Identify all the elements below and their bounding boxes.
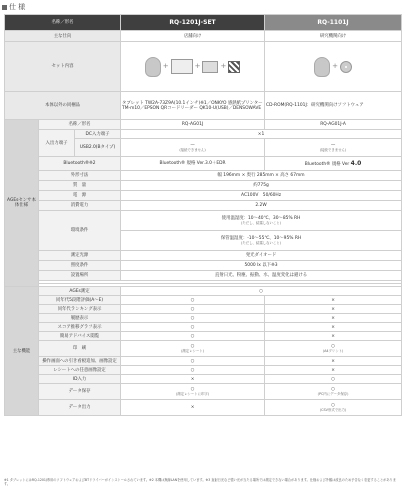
header-name: 名称／形名 bbox=[5, 15, 121, 31]
feature-j: × bbox=[265, 314, 402, 323]
illum-label: 照度条件 bbox=[39, 261, 121, 271]
feature-j-mark: ○ bbox=[331, 387, 335, 392]
light-row bbox=[5, 251, 402, 261]
feature-j-mark: ○ bbox=[331, 344, 335, 349]
title-square-icon bbox=[2, 5, 7, 10]
feature-set-note: (測定レシートに印字) bbox=[175, 392, 210, 396]
feature-label: スコア推移グラフ表示 bbox=[39, 323, 121, 332]
use-set: 店舗向け bbox=[121, 31, 265, 42]
weight-value: 約775g bbox=[121, 181, 402, 191]
feature-row bbox=[5, 332, 402, 341]
feature-label: 同年代5段階評価(A～E) bbox=[39, 296, 121, 305]
io-label: 入出力端子 bbox=[39, 130, 75, 157]
feature-set bbox=[121, 384, 265, 400]
place-value: 直射日光、粉塵、振動、水、温度変化は避ける bbox=[121, 271, 402, 281]
dc-row bbox=[5, 130, 402, 139]
bt-row bbox=[5, 157, 402, 171]
feature-row bbox=[5, 400, 402, 416]
feature-set-mark: ○ bbox=[190, 387, 195, 392]
env-store-note: (ただし、結露しないこと) bbox=[241, 241, 281, 245]
feature-row bbox=[5, 287, 402, 296]
contents-label: セット内容 bbox=[5, 42, 121, 92]
model-label: 名称／形名 bbox=[39, 120, 121, 130]
usb-label: USB2.0(Bタイプ) bbox=[75, 139, 121, 157]
usb-set-note: (接続できません) bbox=[179, 148, 206, 152]
feature-set: × bbox=[121, 400, 265, 416]
spec-table bbox=[4, 14, 402, 416]
usb-j-note: (接続できません) bbox=[319, 148, 347, 152]
dims-value: 幅 196mm × 奥行 285mm × 高さ 67mm bbox=[121, 171, 402, 181]
dc-label: DC入力端子 bbox=[75, 130, 121, 139]
tablet-image bbox=[171, 59, 193, 74]
feature-j-note: (A4プリント) bbox=[322, 349, 344, 353]
consumption-row bbox=[5, 201, 402, 211]
feature-row bbox=[5, 323, 402, 332]
plus-icon: + bbox=[332, 62, 338, 70]
illum-row bbox=[5, 261, 402, 271]
feature-set: ○ bbox=[121, 296, 265, 305]
bt-j-prefix: Bluetooth® 規格 Ver bbox=[304, 161, 350, 167]
bundled-j: CD-ROM(RQ-1101J：研究機関向けソフトウェア bbox=[265, 92, 402, 120]
feature-row bbox=[5, 384, 402, 400]
env-label: 環境条件 bbox=[39, 211, 121, 251]
env-use-note: (ただし、結露しないこと) bbox=[241, 221, 281, 225]
feature-label: 簡易アドバイス閲覧 bbox=[39, 332, 121, 341]
bt-j bbox=[265, 157, 402, 171]
consumption-label: 消費電力 bbox=[39, 201, 121, 211]
env-use-row bbox=[5, 211, 402, 231]
feature-label: 同年代ランキング表示 bbox=[39, 305, 121, 314]
place-row bbox=[5, 271, 402, 281]
weight-row bbox=[5, 181, 402, 191]
feature-label: 操作画面への引き看板追加、画像設定 bbox=[39, 357, 121, 366]
env-use-value: 使用温湿度：10～40℃、30～85% RH bbox=[221, 216, 301, 221]
feature-set-note: (測定レシート) bbox=[181, 349, 204, 353]
feature-label: データ保存 bbox=[39, 384, 121, 400]
env-store bbox=[121, 231, 402, 251]
plus-icon: + bbox=[194, 62, 201, 70]
power-value: AC100V 50/60Hz bbox=[121, 191, 402, 201]
feature-j: × bbox=[265, 332, 402, 341]
usb-j bbox=[265, 139, 402, 157]
power-row bbox=[5, 191, 402, 201]
feature-label: 履歴表示 bbox=[39, 314, 121, 323]
features-group-label: 主な機能 bbox=[5, 287, 39, 416]
feature-j-mark: ○ bbox=[331, 403, 335, 408]
feature-set: ○ bbox=[121, 332, 265, 341]
contents-set bbox=[121, 42, 265, 92]
feature-label: レシートへの任意画像設定 bbox=[39, 366, 121, 375]
feature-row bbox=[5, 296, 402, 305]
feature-set: ○ bbox=[121, 323, 265, 332]
sensor-group-label: AGEsセンサ本体仕様 bbox=[5, 120, 39, 287]
place-label: 設置場所 bbox=[39, 271, 121, 281]
feature-set: ○ bbox=[121, 357, 265, 366]
usb-j-value: — bbox=[330, 143, 336, 148]
feature-row bbox=[5, 314, 402, 323]
model-j: RQ-AG01J-A bbox=[265, 120, 402, 130]
feature-j-note: (CSV形式で出力) bbox=[319, 408, 347, 412]
footnotes: ※1 タブレットにはRQ-1201J専用のソフトウェアおよびBTドライバーがインストールされています。※2 本機は無線LANを使用しています。※3 直射日光など強い光が当たる場所では測定できない場合があります。仕様および外観は改良のため予告なく変更することがあります。 bbox=[4, 478, 396, 487]
header-row bbox=[5, 15, 402, 31]
bundled-row bbox=[5, 92, 402, 120]
feature-row bbox=[5, 305, 402, 314]
bt-set: Bluetooth® 規格 Ver.3.0＋EDR bbox=[121, 157, 265, 171]
cd-rom-image bbox=[340, 61, 352, 73]
feature-row bbox=[5, 341, 402, 357]
feature-set: ○ bbox=[121, 305, 265, 314]
feature-row bbox=[5, 375, 402, 384]
power-label: 電 源 bbox=[39, 191, 121, 201]
qr-reader-image bbox=[228, 61, 240, 73]
feature-label: ID入力 bbox=[39, 375, 121, 384]
dims-label: 外形寸法 bbox=[39, 171, 121, 181]
model-row bbox=[5, 120, 402, 130]
feature-row bbox=[5, 366, 402, 375]
usb-set bbox=[121, 139, 265, 157]
feature-j: × bbox=[265, 305, 402, 314]
plus-icon: + bbox=[162, 62, 169, 70]
dc-value: ×1 bbox=[121, 130, 402, 139]
dims-row bbox=[5, 171, 402, 181]
weight-label: 質 量 bbox=[39, 181, 121, 191]
feature-label: 印 刷 bbox=[39, 341, 121, 357]
light-value: 発光ダイオード bbox=[121, 251, 402, 261]
usb-set-value: — bbox=[190, 143, 195, 148]
feature-j: × bbox=[265, 296, 402, 305]
illum-value: 5000 lx 以下※3 bbox=[121, 261, 402, 271]
consumption-value: 2.2W bbox=[121, 201, 402, 211]
feature-j bbox=[265, 400, 402, 416]
bt-label: Bluetooth®※2 bbox=[39, 157, 121, 171]
sensor-device-image bbox=[314, 57, 330, 77]
feature-j: × bbox=[265, 366, 402, 375]
contents-row bbox=[5, 42, 402, 92]
model-set: RQ-AG01J bbox=[121, 120, 265, 130]
env-store-value: 保管温湿度：-10～55℃、10～95% RH bbox=[220, 236, 302, 241]
bundled-label: 本体以外の同梱品 bbox=[5, 92, 121, 120]
plus-icon: + bbox=[220, 62, 227, 70]
feature-set-mark: ○ bbox=[190, 344, 195, 349]
bt-j-version: 4.0 bbox=[350, 159, 362, 167]
printer-image bbox=[202, 61, 218, 73]
feature-set: × bbox=[121, 375, 265, 384]
feature-j: × bbox=[265, 323, 402, 332]
feature-row bbox=[5, 357, 402, 366]
light-label: 測定光源 bbox=[39, 251, 121, 261]
header-set: RQ-1201J-SET bbox=[121, 15, 265, 31]
contents-j bbox=[265, 42, 402, 92]
feature-label: AGEs測定 bbox=[39, 287, 121, 296]
page-title-text: 仕 様 bbox=[9, 3, 26, 11]
sensor-device-image bbox=[145, 57, 161, 77]
feature-j bbox=[265, 341, 402, 357]
feature-label: データ出力 bbox=[39, 400, 121, 416]
feature-j: ○ bbox=[265, 375, 402, 384]
feature-set: ○ bbox=[121, 314, 265, 323]
feature-merged: ○ bbox=[121, 287, 402, 296]
bundled-set: タブレット TW2A-73Z9A(10.1インチ)※1／ONKYO 感熱紙プリンター TM-m10／EPSON QRコードリーダー QK10-U(USB)／DENSOWAVE bbox=[121, 92, 265, 120]
feature-set: ○ bbox=[121, 366, 265, 375]
feature-set bbox=[121, 341, 265, 357]
use-label: 主な仕向 bbox=[5, 31, 121, 42]
header-j: RQ-1101J bbox=[265, 15, 402, 31]
use-j: 研究機関向け bbox=[265, 31, 402, 42]
use-row bbox=[5, 31, 402, 42]
env-use bbox=[121, 211, 402, 231]
feature-j-note: (PC内にデータ保存) bbox=[317, 392, 349, 396]
page-title bbox=[2, 2, 25, 12]
feature-j bbox=[265, 384, 402, 400]
feature-j: × bbox=[265, 357, 402, 366]
